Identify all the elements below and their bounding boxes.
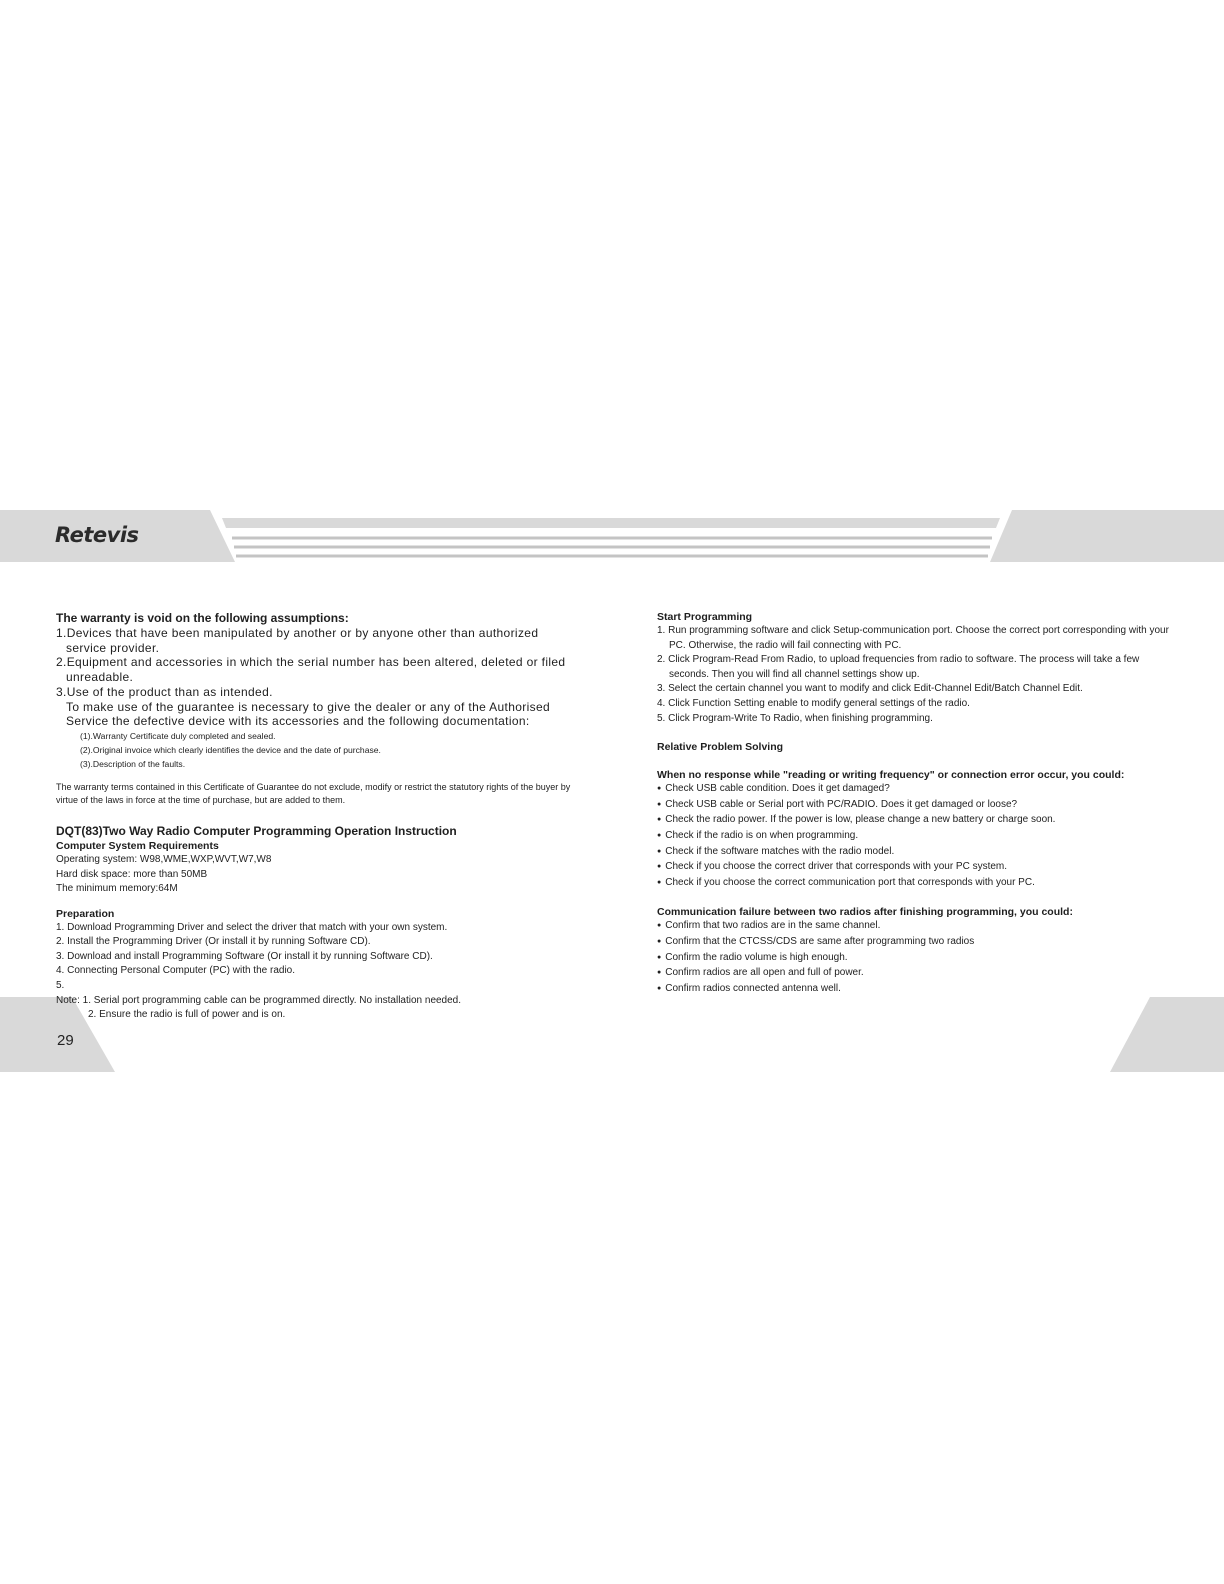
note-line: 2. Ensure the radio is full of power and is on. [88, 1009, 286, 1021]
confirm-item: ● Confirm radios connected antenna well. [657, 982, 1177, 998]
document-item: (2).Original invoice which clearly identifies the device and the date of purchase. [80, 744, 381, 755]
check-item: ● Check the radio power. If the power is low, please change a new battery or charge soon. [657, 813, 1177, 829]
document-list [56, 729, 574, 771]
requirement-item: Hard disk space: more than 50MB [56, 868, 208, 880]
warranty-terms: The warranty terms contained in this Certificate of Guarantee do not exclude, modify or restrict the statutory rights of the buyer by virtue of the laws in force at the time of purchase, but are added to them. [56, 781, 571, 805]
note-line: Note: 1. Serial port programming cable can be programmed directly. No installation needed. [56, 994, 462, 1006]
confirm-item: ● Confirm that two radios are in the same channel. [657, 919, 1177, 935]
check-item: ● Check if you choose the correct communication port that corresponds with your PC. [657, 876, 1177, 892]
check-item: ● Check if you choose the correct driver that corresponds with your PC system. [657, 860, 1177, 876]
left-column [56, 610, 574, 1023]
requirement-item: The minimum memory:64M [56, 883, 178, 895]
requirement-item: Operating system: W98,WME,WXP,WVT,W7,W8 [56, 853, 272, 865]
check-item: ● Check USB cable or Serial port with PC/RADIO. Does it get damaged or loose? [657, 798, 1177, 814]
check-item: ● Check USB cable condition. Does it get damaged? [657, 782, 1177, 798]
no-response-title: When no response while "reading or writing frequency" or connection error occur, you could: [657, 769, 1125, 782]
guarantee-text: To make use of the guarantee is necessary to give the dealer or any of the Authorised Service the defective device with its accessories and the following documentation: [66, 699, 551, 729]
preparation-item: 2. Install the Programming Driver (Or install it by running Software CD). [56, 936, 371, 948]
warranty-title: The warranty is void on the following assumptions: [56, 611, 349, 625]
document-item: (1).Warranty Certificate duly completed and sealed. [80, 730, 276, 741]
confirm-item: ● Confirm the radio volume is high enough. [657, 951, 1177, 967]
preparation-item: 4. Connecting Personal Computer (PC) with the radio. [56, 965, 296, 977]
relative-problem-title: Relative Problem Solving [657, 741, 784, 754]
check-item: ● Check if the software matches with the radio model. [657, 845, 1177, 861]
start-step: 3. Select the certain channel you want to modify and click Edit-Channel Edit/Batch Channel Edit. [657, 683, 1083, 695]
start-step: 2. Click Program-Read From Radio, to upload frequencies from radio to software. The process will take a few seconds. Then you will find all channel settings show up. [657, 654, 1140, 680]
warranty-list [56, 626, 574, 729]
warranty-item: 1.Devices that have been manipulated by another or by anyone other than authorized service provider. [56, 626, 539, 655]
confirm-item: ● Confirm that the CTCSS/CDS are same after programming two radios [657, 935, 1177, 951]
section-title: DQT(83)Two Way Radio Computer Programming Operation Instruction [56, 823, 457, 838]
preparation-item: 1. Download Programming Driver and select the driver that match with your own system. [56, 921, 448, 933]
right-column [657, 610, 1177, 997]
warranty-item: 2.Equipment and accessories in which the serial number has been altered, deleted or filed unreadable. [56, 655, 566, 685]
start-programming-title: Start Programming [657, 611, 753, 623]
footer-corner-right [1110, 997, 1224, 1072]
start-step: 4. Click Function Setting enable to modify general settings of the radio. [657, 697, 970, 709]
document-item: (3).Description of the faults. [80, 758, 186, 769]
preparation-title: Preparation [56, 907, 115, 920]
confirm-item: ● Confirm radios are all open and full of power. [657, 966, 1177, 982]
start-step: 5. Click Program-Write To Radio, when finishing programming. [657, 712, 933, 724]
requirements-title: Computer System Requirements [56, 839, 219, 852]
communication-failure-title: Communication failure between two radios after finishing programming, you could: [657, 906, 1073, 919]
warranty-item: 3.Use of the product than as intended. [56, 684, 273, 699]
header-band [0, 510, 1224, 562]
preparation-item: 5. [56, 980, 65, 992]
start-step: 1. Run programming software and click Setup-communication port. Choose the correct port corresponding with your PC. Otherwise, the radio will fail connecting with PC. [657, 625, 1169, 651]
check-item: ● Check if the radio is on when programming. [657, 829, 1177, 845]
page-number: 29 [57, 1032, 74, 1049]
brand-logo: Retevis [55, 523, 139, 547]
preparation-item: 3. Download and install Programming Software (Or install it by running Software CD). [56, 950, 433, 962]
